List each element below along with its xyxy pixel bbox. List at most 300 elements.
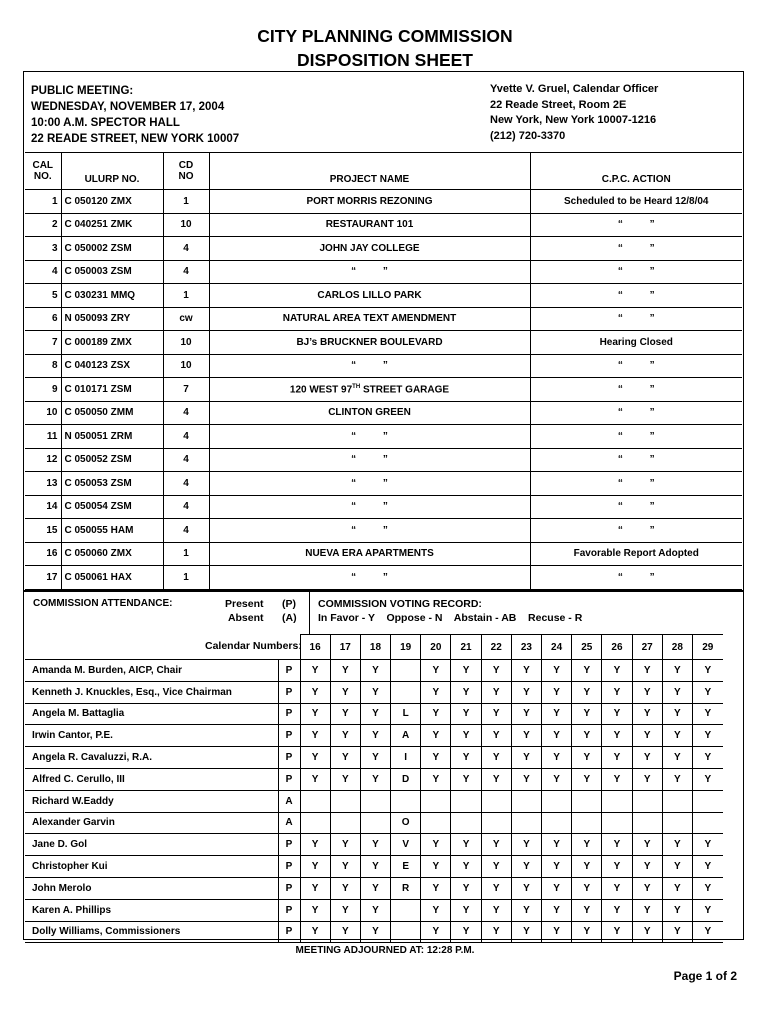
calendar-row	[25, 519, 742, 543]
vote-cell: Y	[360, 877, 390, 899]
attendance-label: COMMISSION ATTENDANCE:	[33, 598, 173, 609]
vote-cell: Y	[481, 703, 511, 725]
ulurp-number: C 050003 ZSM	[61, 260, 163, 284]
vote-cell: E	[391, 856, 421, 878]
cal-number: 4	[25, 260, 61, 284]
vote-cell: Y	[300, 703, 330, 725]
commissioner-row	[25, 812, 723, 834]
vote-cell: Y	[451, 834, 481, 856]
calendar-row	[25, 401, 742, 425]
cpc-action: “ ”	[530, 448, 742, 472]
calendar-row	[25, 472, 742, 496]
calendar-number-header: 17	[330, 635, 360, 660]
vote-cell: Y	[542, 725, 572, 747]
vote-cell: Y	[602, 703, 632, 725]
vote-cell: Y	[360, 660, 390, 682]
vote-cell: Y	[511, 747, 541, 769]
project-name: RESTAURANT 101	[209, 213, 530, 237]
vote-cell: Y	[662, 877, 692, 899]
ulurp-number: C 050061 HAX	[61, 566, 163, 590]
vote-cell: Y	[421, 899, 451, 921]
cal-number: 9	[25, 378, 61, 402]
ulurp-number: C 050050 ZMM	[61, 401, 163, 425]
cd-header: CD NO	[163, 153, 209, 190]
ulurp-number: C 000189 ZMX	[61, 331, 163, 355]
commissioner-name: Richard W.Eaddy	[25, 790, 278, 812]
vote-cell: Y	[662, 703, 692, 725]
commissioner-name: Dolly Williams, Commissioners	[25, 921, 278, 943]
calendar-header-row	[25, 153, 742, 190]
commissioner-name: Amanda M. Burden, AICP, Chair	[25, 660, 278, 682]
vote-cell	[542, 790, 572, 812]
vote-cell: Y	[300, 660, 330, 682]
vote-cell: Y	[632, 921, 662, 943]
vote-cell: Y	[662, 747, 692, 769]
ulurp-header: ULURP NO.	[61, 153, 163, 190]
vote-cell: Y	[572, 660, 602, 682]
calendar-row	[25, 237, 742, 261]
cd-number: 1	[163, 542, 209, 566]
vote-cell	[391, 660, 421, 682]
project-name: “ ”	[209, 354, 530, 378]
cpc-action: “ ”	[530, 260, 742, 284]
commissioner-name: Christopher Kui	[25, 856, 278, 878]
cd-number: 4	[163, 495, 209, 519]
vote-cell: Y	[662, 725, 692, 747]
calendar-number-header: 20	[421, 635, 451, 660]
vote-cell: Y	[662, 899, 692, 921]
ulurp-number: C 040251 ZMK	[61, 213, 163, 237]
meeting-line: WEDNESDAY, NOVEMBER 17, 2004	[31, 101, 225, 113]
attendance-codes	[282, 597, 297, 625]
vote-cell	[300, 790, 330, 812]
cpc-action: “ ”	[530, 566, 742, 590]
attendance-status: P	[278, 899, 300, 921]
vote-cell: Y	[421, 681, 451, 703]
attendance-status: P	[278, 834, 300, 856]
vote-cell	[602, 812, 632, 834]
cd-number: 4	[163, 401, 209, 425]
vote-cell: Y	[421, 703, 451, 725]
vote-cell	[511, 790, 541, 812]
commissioner-row	[25, 660, 723, 682]
calendar-row	[25, 495, 742, 519]
attendance-status: P	[278, 856, 300, 878]
commissioner-name: John Merolo	[25, 877, 278, 899]
vote-cell: Y	[330, 660, 360, 682]
calendar-number-header: 29	[692, 635, 722, 660]
vote-cell: Y	[602, 681, 632, 703]
vote-cell: Y	[451, 921, 481, 943]
vote-cell: Y	[481, 899, 511, 921]
vote-cell: Y	[360, 703, 390, 725]
ulurp-number: C 050055 HAM	[61, 519, 163, 543]
attendance-status: A	[278, 790, 300, 812]
cpc-action: “ ”	[530, 519, 742, 543]
vote-cell: Y	[421, 747, 451, 769]
vote-cell: R	[391, 877, 421, 899]
vote-cell: Y	[692, 747, 722, 769]
vote-cell	[662, 812, 692, 834]
vote-cell: Y	[542, 899, 572, 921]
vote-cell: Y	[572, 899, 602, 921]
vote-cell: Y	[572, 681, 602, 703]
calendar-row	[25, 331, 742, 355]
calendar-number-header: 27	[632, 635, 662, 660]
vote-cell: O	[391, 812, 421, 834]
cd-number: 4	[163, 260, 209, 284]
vote-cell: Y	[360, 834, 390, 856]
vote-cell: Y	[692, 768, 722, 790]
vote-cell: Y	[300, 899, 330, 921]
vote-cell: Y	[330, 856, 360, 878]
vote-cell: Y	[542, 834, 572, 856]
vote-cell: Y	[421, 660, 451, 682]
cd-number: 1	[163, 190, 209, 214]
commissioner-name: Jane D. Gol	[25, 834, 278, 856]
vote-cell: Y	[451, 703, 481, 725]
commissioner-row	[25, 921, 723, 943]
ulurp-number: C 050053 ZSM	[61, 472, 163, 496]
vote-cell: Y	[632, 725, 662, 747]
vote-cell: Y	[300, 856, 330, 878]
vote-cell: Y	[300, 747, 330, 769]
officer-line: (212) 720-3370	[490, 129, 566, 142]
commissioner-row	[25, 790, 723, 812]
action-header: C.P.C. ACTION	[530, 153, 742, 190]
cpc-action: Hearing Closed	[530, 331, 742, 355]
calendar-row	[25, 542, 742, 566]
vote-cell: Y	[511, 768, 541, 790]
meeting-line: PUBLIC MEETING:	[31, 85, 134, 97]
vote-cell: Y	[511, 921, 541, 943]
officer-line: Yvette V. Gruel, Calendar Officer	[490, 83, 659, 95]
calendar-row	[25, 190, 742, 214]
attendance-status: P	[278, 768, 300, 790]
attendance-status: P	[278, 877, 300, 899]
cpc-action: “ ”	[530, 401, 742, 425]
vote-cell	[511, 812, 541, 834]
project-name: “ ”	[209, 519, 530, 543]
vote-cell	[692, 812, 722, 834]
vote-cell: Y	[300, 725, 330, 747]
officer-line: New York, New York 10007-1216	[490, 114, 657, 126]
project-name: JOHN JAY COLLEGE	[209, 237, 530, 261]
vote-cell: Y	[542, 921, 572, 943]
commissioner-name: Angela R. Cavaluzzi, R.A.	[25, 747, 278, 769]
attendance-status: P	[278, 660, 300, 682]
calendar-number-header: 28	[662, 635, 692, 660]
attendance-status: P	[278, 921, 300, 943]
vote-cell	[421, 790, 451, 812]
ulurp-number: N 050093 ZRY	[61, 307, 163, 331]
calendar-number-header: 25	[572, 635, 602, 660]
calendar-numbers-label: Calendar Numbers:	[205, 640, 302, 652]
cpc-action: “ ”	[530, 425, 742, 449]
cd-number: 4	[163, 448, 209, 472]
commissioner-name: Angela M. Battaglia	[25, 703, 278, 725]
vote-cell: Y	[602, 768, 632, 790]
vote-cell: Y	[542, 877, 572, 899]
commissioner-name: Kenneth J. Knuckles, Esq., Vice Chairman	[25, 681, 278, 703]
vote-cell	[542, 812, 572, 834]
calendar-row	[25, 213, 742, 237]
cd-number: 10	[163, 213, 209, 237]
vote-cell	[572, 790, 602, 812]
vote-cell: Y	[300, 877, 330, 899]
vote-cell: Y	[330, 768, 360, 790]
vote-cell: Y	[511, 703, 541, 725]
commissioner-row	[25, 747, 723, 769]
vote-cell: Y	[662, 681, 692, 703]
vote-cell	[300, 812, 330, 834]
vote-cell	[632, 790, 662, 812]
vote-cell: Y	[330, 703, 360, 725]
vote-cell: I	[391, 747, 421, 769]
vote-cell: Y	[692, 703, 722, 725]
vote-cell: Y	[451, 856, 481, 878]
commissioner-row	[25, 703, 723, 725]
vote-cell: Y	[451, 899, 481, 921]
cal-number: 13	[25, 472, 61, 496]
vote-cell: Y	[692, 681, 722, 703]
cal-number: 17	[25, 566, 61, 590]
vote-cell	[602, 790, 632, 812]
attendance-status: A	[278, 812, 300, 834]
voting-record-label: COMMISSION VOTING RECORD:	[318, 598, 482, 610]
project-name: BJ’s BRUCKNER BOULEVARD	[209, 331, 530, 355]
vote-cell	[632, 812, 662, 834]
vote-cell	[451, 790, 481, 812]
officer-line: 22 Reade Street, Room 2E	[490, 98, 627, 111]
project-name: NATURAL AREA TEXT AMENDMENT	[209, 307, 530, 331]
cpc-action: “ ”	[530, 472, 742, 496]
commissioner-row	[25, 856, 723, 878]
cd-number: cw	[163, 307, 209, 331]
calendar-row	[25, 307, 742, 331]
vote-cell: Y	[360, 768, 390, 790]
vote-cell: Y	[300, 921, 330, 943]
vote-cell	[391, 921, 421, 943]
project-name: “ ”	[209, 425, 530, 449]
cd-number: 10	[163, 354, 209, 378]
vote-cell: Y	[692, 921, 722, 943]
vote-cell: Y	[511, 725, 541, 747]
voting-table	[25, 634, 723, 943]
vote-cell: Y	[451, 681, 481, 703]
vote-cell: Y	[632, 877, 662, 899]
vote-cell: Y	[602, 660, 632, 682]
vote-cell: Y	[360, 856, 390, 878]
absent-code: (A)	[282, 612, 297, 624]
vote-cell: Y	[330, 725, 360, 747]
vote-cell: Y	[481, 725, 511, 747]
commissioner-name: Karen A. Phillips	[25, 899, 278, 921]
meeting-line: 10:00 A.M. SPECTOR HALL	[31, 117, 180, 129]
ulurp-number: C 050060 ZMX	[61, 542, 163, 566]
ulurp-number: C 040123 ZSX	[61, 354, 163, 378]
document-title: CITY PLANNING COMMISSION	[257, 26, 513, 46]
commissioner-row	[25, 725, 723, 747]
ulurp-number: C 050054 ZSM	[61, 495, 163, 519]
meeting-adjourned: MEETING ADJOURNED AT: 12:28 P.M.	[295, 945, 475, 956]
present-label: Present	[225, 598, 264, 610]
spacer	[25, 635, 300, 660]
commissioner-row	[25, 768, 723, 790]
vote-cell: Y	[602, 899, 632, 921]
vote-cell: Y	[542, 768, 572, 790]
vote-cell: Y	[481, 660, 511, 682]
vote-cell: Y	[632, 834, 662, 856]
cd-number: 1	[163, 284, 209, 308]
calendar-number-header: 23	[511, 635, 541, 660]
ulurp-number: C 010171 ZSM	[61, 378, 163, 402]
meeting-info	[31, 83, 239, 147]
cd-number: 4	[163, 519, 209, 543]
vote-cell: Y	[300, 681, 330, 703]
vote-cell: Y	[662, 921, 692, 943]
attendance-status: P	[278, 703, 300, 725]
project-name: 120 WEST 97TH STREET GARAGE	[209, 378, 530, 402]
vote-cell: Y	[481, 681, 511, 703]
attendance-status: P	[278, 747, 300, 769]
calendar-table	[25, 152, 742, 590]
vote-cell	[391, 790, 421, 812]
vote-cell	[421, 812, 451, 834]
divider	[309, 592, 310, 634]
cpc-action: Scheduled to be Heard 12/8/04	[530, 190, 742, 214]
vote-cell	[692, 790, 722, 812]
vote-cell: Y	[572, 747, 602, 769]
calendar-row	[25, 378, 742, 402]
ulurp-number: C 050120 ZMX	[61, 190, 163, 214]
cal-number: 14	[25, 495, 61, 519]
vote-cell: Y	[602, 856, 632, 878]
vote-cell: Y	[360, 725, 390, 747]
cal-number: 11	[25, 425, 61, 449]
vote-cell: Y	[481, 877, 511, 899]
vote-cell: Y	[451, 725, 481, 747]
project-header: PROJECT NAME	[209, 153, 530, 190]
vote-cell: Y	[421, 725, 451, 747]
project-name: NUEVA ERA APARTMENTS	[209, 542, 530, 566]
cal-no-header: CAL NO.	[25, 153, 61, 190]
cd-number: 4	[163, 472, 209, 496]
vote-cell: V	[391, 834, 421, 856]
project-name: CARLOS LILLO PARK	[209, 284, 530, 308]
project-name: PORT MORRIS REZONING	[209, 190, 530, 214]
calendar-number-header: 16	[300, 635, 330, 660]
project-name: “ ”	[209, 260, 530, 284]
calendar-row	[25, 448, 742, 472]
vote-cell: Y	[572, 725, 602, 747]
vote-cell: Y	[330, 921, 360, 943]
vote-cell: Y	[360, 681, 390, 703]
vote-cell: Y	[662, 856, 692, 878]
vote-cell: Y	[632, 660, 662, 682]
vote-cell: Y	[602, 921, 632, 943]
cd-number: 4	[163, 425, 209, 449]
vote-cell: Y	[451, 768, 481, 790]
commissioner-row	[25, 899, 723, 921]
vote-cell: Y	[511, 660, 541, 682]
commissioner-row	[25, 681, 723, 703]
vote-cell: Y	[692, 856, 722, 878]
cal-number: 2	[25, 213, 61, 237]
ulurp-number: C 050052 ZSM	[61, 448, 163, 472]
vote-cell	[391, 681, 421, 703]
vote-cell: Y	[421, 877, 451, 899]
ulurp-number: C 030231 MMQ	[61, 284, 163, 308]
vote-cell: Y	[542, 856, 572, 878]
document-subtitle: DISPOSITION SHEET	[297, 50, 473, 70]
project-name: “ ”	[209, 566, 530, 590]
vote-cell	[481, 812, 511, 834]
vote-cell: Y	[632, 747, 662, 769]
vote-cell: L	[391, 703, 421, 725]
vote-cell: Y	[692, 877, 722, 899]
vote-cell: Y	[602, 834, 632, 856]
vote-cell: Y	[421, 834, 451, 856]
vote-cell: Y	[632, 703, 662, 725]
cal-number: 16	[25, 542, 61, 566]
vote-cell: Y	[511, 834, 541, 856]
calendar-row	[25, 354, 742, 378]
vote-cell: Y	[572, 877, 602, 899]
commissioner-name: Alexander Garvin	[25, 812, 278, 834]
vote-cell	[360, 790, 390, 812]
vote-cell: Y	[481, 834, 511, 856]
present-code: (P)	[282, 598, 296, 610]
commissioner-row	[25, 834, 723, 856]
cpc-action: “ ”	[530, 495, 742, 519]
vote-cell: Y	[602, 747, 632, 769]
commissioner-row	[25, 877, 723, 899]
vote-cell: Y	[511, 899, 541, 921]
officer-info	[490, 82, 658, 144]
vote-cell: Y	[451, 877, 481, 899]
vote-cell: Y	[330, 877, 360, 899]
cal-number: 6	[25, 307, 61, 331]
vote-cell: Y	[572, 856, 602, 878]
vote-cell: Y	[481, 856, 511, 878]
calendar-number-header: 21	[451, 635, 481, 660]
ulurp-number: C 050002 ZSM	[61, 237, 163, 261]
cpc-action: “ ”	[530, 237, 742, 261]
vote-cell: Y	[421, 768, 451, 790]
vote-cell: Y	[662, 768, 692, 790]
cal-number: 8	[25, 354, 61, 378]
vote-cell: Y	[330, 899, 360, 921]
vote-cell: Y	[572, 768, 602, 790]
vote-cell: Y	[632, 856, 662, 878]
project-name: “ ”	[209, 448, 530, 472]
calendar-row	[25, 566, 742, 590]
vote-cell: Y	[451, 660, 481, 682]
vote-cell: Y	[360, 921, 390, 943]
vote-cell: Y	[572, 703, 602, 725]
vote-cell: Y	[421, 921, 451, 943]
vote-cell: Y	[572, 834, 602, 856]
cal-number: 15	[25, 519, 61, 543]
vote-cell: Y	[632, 768, 662, 790]
absent-label: Absent	[227, 612, 264, 624]
cpc-action: “ ”	[530, 284, 742, 308]
cd-number: 4	[163, 237, 209, 261]
vote-cell: A	[391, 725, 421, 747]
vote-cell: Y	[481, 747, 511, 769]
project-name: “ ”	[209, 495, 530, 519]
